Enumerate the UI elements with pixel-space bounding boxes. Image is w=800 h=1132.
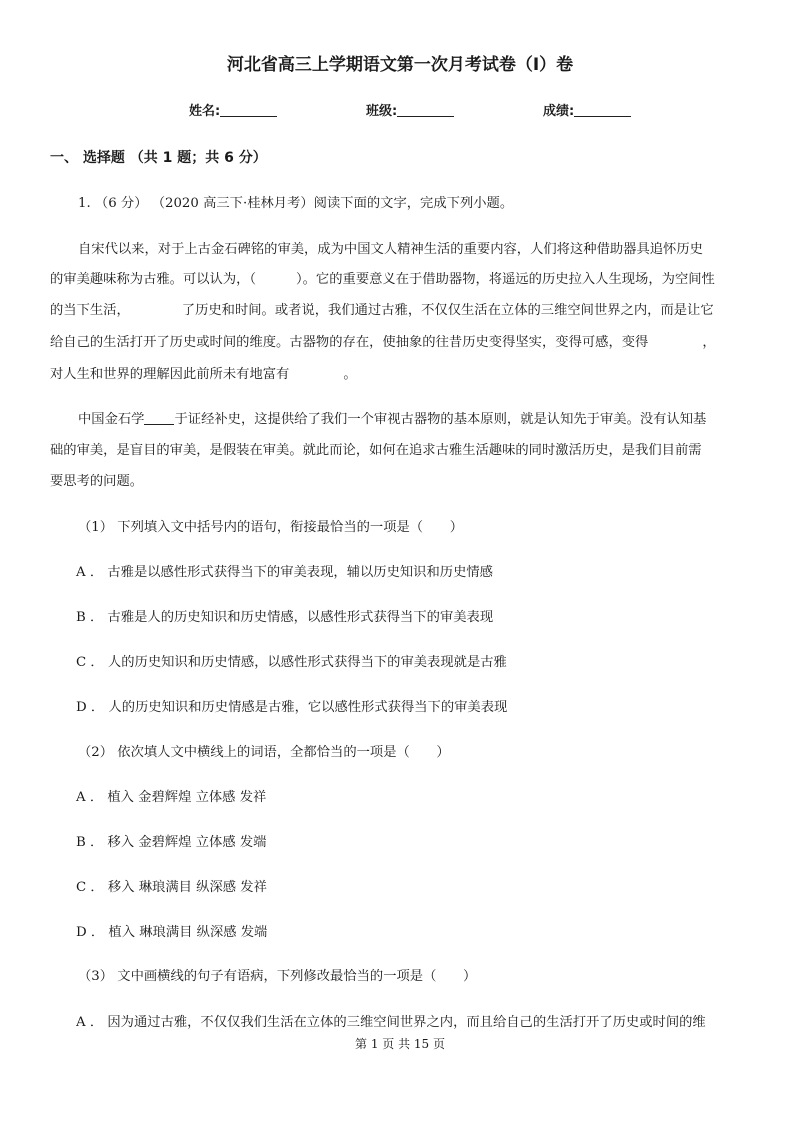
passage-line: 的审美趣味称为古雅。可以认为，（ ）。它的重要意义在于借助器物，将遥远的历史拉入人生现场，为空间性 [50, 272, 715, 287]
passage-fragment: ， [702, 335, 716, 350]
option-b[interactable]: B ． 移入 金碧辉煌 立体感 发端 [76, 835, 267, 850]
name-blank[interactable] [220, 102, 277, 117]
passage-line: 要思考的问题。 [50, 474, 144, 489]
option-c[interactable]: C ． 人的历史知识和历史情感，以感性形式获得当下的审美表现就是古雅 [76, 655, 507, 670]
passage-line: 础的审美，是盲目的审美，是假装在审美。就此而论，如何在追求古雅生活趣味的同时激活历史，是我们目前需 [50, 443, 702, 458]
class-field [366, 100, 454, 119]
sub-question-prompt: （2） 依次填人文中横线上的词语，全都恰当的一项是（ ） [78, 745, 450, 760]
passage-fragment: 对人生和世界的理解因此前所未有地富有 [50, 367, 290, 382]
passage-line [50, 363, 752, 382]
score-label: 成绩: [543, 104, 575, 119]
name-label: 姓名: [189, 104, 221, 119]
passage-fragment: 中国金石学 [78, 412, 145, 427]
student-info-row [0, 100, 800, 120]
passage-fragment: 了历史和时间。或者说，我们通过古雅，不仅仅生活在立体的三维空间世界之内，而是让它 [181, 303, 714, 318]
passage-line [50, 299, 752, 318]
passage-fragment: 给自己的生活打开了历史或时间的维度。古器物的存在，使抽象的往昔历史变得坚实，变得可感，变得 [50, 335, 649, 350]
passage-line [50, 331, 752, 350]
option-d[interactable]: D ． 人的历史知识和历史情感是古雅，它以感性形式获得当下的审美表现 [76, 700, 508, 715]
option-d[interactable]: D ． 植入 琳琅满目 纵深感 发端 [76, 925, 268, 940]
section-heading: 一、 选择题 （共 1 题；共 6 分） [50, 150, 267, 166]
option-a[interactable]: A ． 古雅是以感性形式获得当下的审美表现，辅以历史知识和历史情感 [76, 565, 493, 580]
class-label: 班级: [366, 104, 398, 119]
option-b[interactable]: B ． 古雅是人的历史知识和历史情感，以感性形式获得当下的审美表现 [76, 610, 494, 625]
page-title: 河北省高三上学期语文第一次月考试卷（I）卷 [226, 55, 574, 75]
passage-fragment: 。 [343, 367, 357, 382]
passage-line [78, 408, 752, 427]
option-a[interactable]: A ． 因为通过古雅，不仅仅我们生活在立体的三维空间世界之内，而且给自己的生活打开了历史或时间的维 [76, 1015, 706, 1030]
name-field [189, 100, 277, 119]
score-field [543, 100, 631, 119]
fill-in-blank[interactable] [144, 410, 174, 425]
passage-fragment: 的当下生活， [50, 303, 130, 318]
sub-question-prompt: （1） 下列填入文中括号内的语句，衔接最恰当的一项是（ ） [78, 520, 463, 535]
sub-question-prompt: （3） 文中画横线的句子有语病，下列修改最恰当的一项是（ ） [78, 969, 477, 984]
passage-fragment: 于证经补史，这提供给了我们一个审视古器物的基本原则，就是认知先于审美。没有认知基 [174, 412, 707, 427]
option-a[interactable]: A ． 植入 金碧辉煌 立体感 发祥 [76, 790, 267, 805]
passage-line: 自宋代以来，对于上古金石碑铭的审美，成为中国文人精神生活的重要内容，人们将这种借助器具追怀历史 [78, 242, 703, 257]
score-blank[interactable] [574, 102, 631, 117]
question-stem: 1. （6 分） （2020 高三下·桂林月考）阅读下面的文字，完成下列小题。 [78, 196, 514, 211]
class-blank[interactable] [397, 102, 454, 117]
page-footer: 第 1 页 共 15 页 [355, 1037, 445, 1051]
option-c[interactable]: C ． 移入 琳琅满目 纵深感 发祥 [76, 880, 267, 895]
